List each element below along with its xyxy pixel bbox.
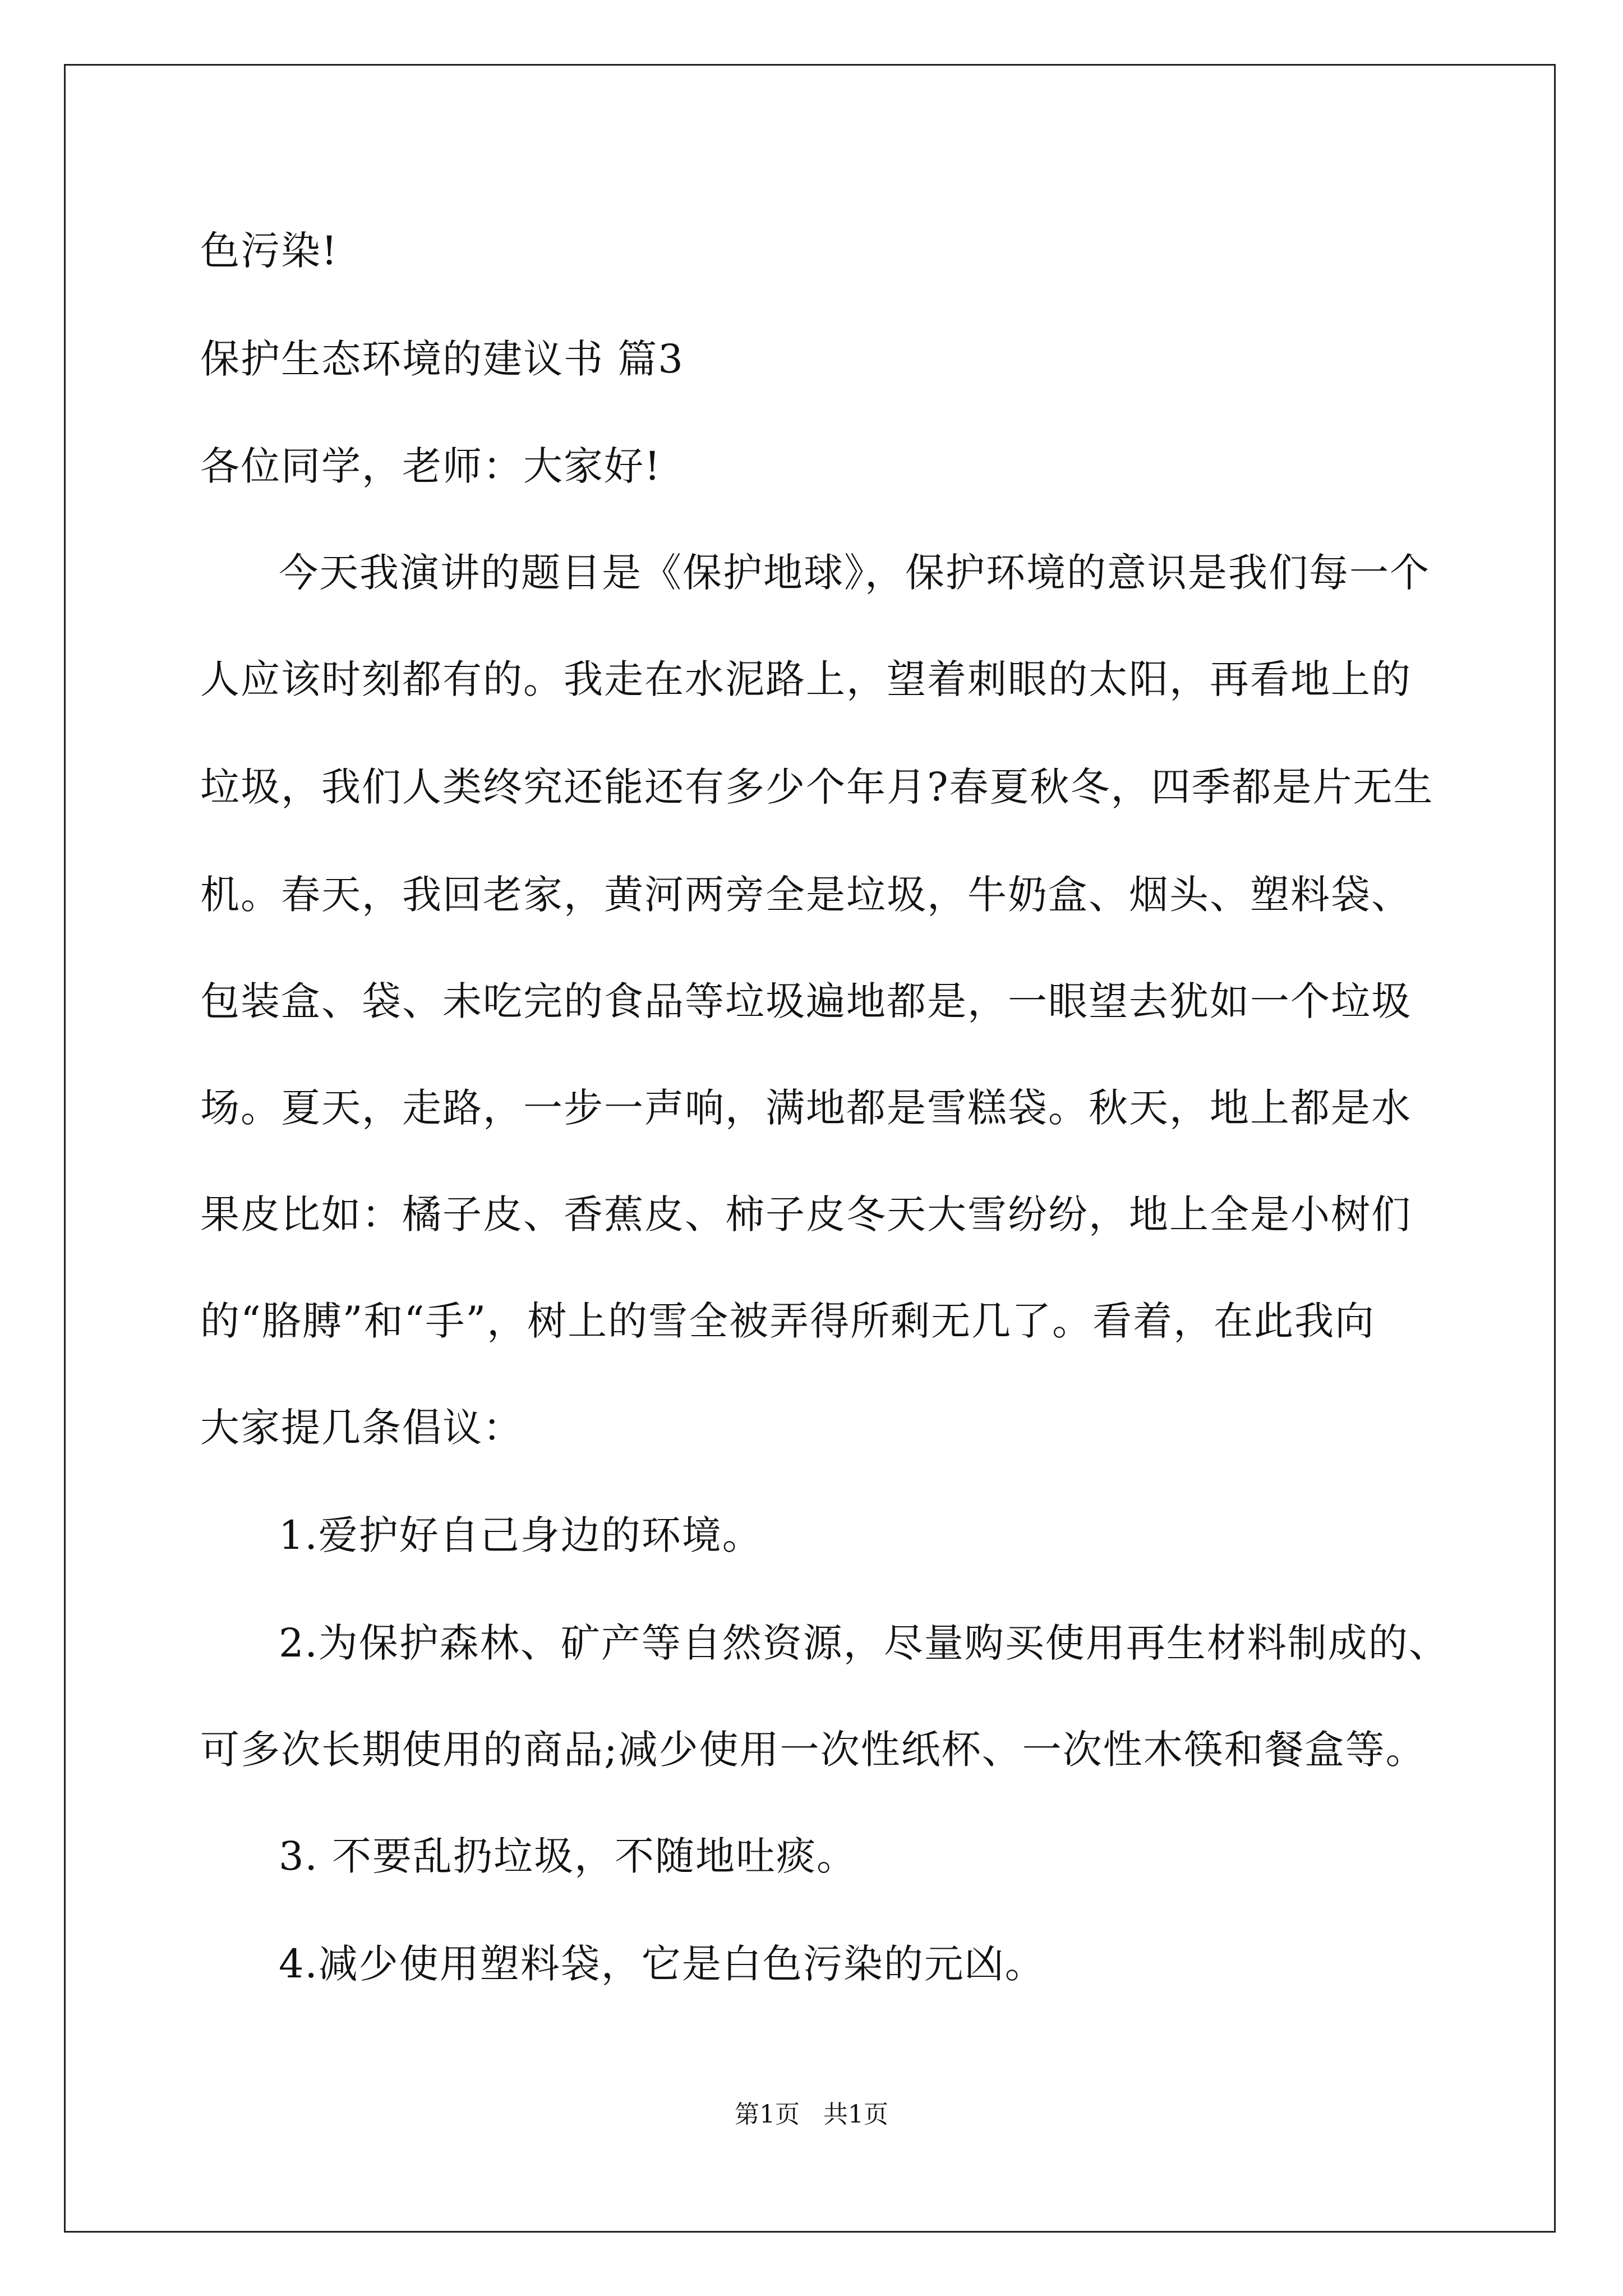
paragraph-line-1: 今天我演讲的题目是《保护地球》，保护环境的意识是我们每一个	[279, 550, 1430, 596]
page-footer: 第1页 共1页	[735, 2100, 888, 2129]
paragraph-line-2: 人应该时刻都有的。我走在水泥路上，望着刺眼的太阳，再看地上的	[200, 656, 1412, 702]
paragraph-line-4: 机。春天，我回老家，黄河两旁全是垃圾，牛奶盒、烟头、塑料袋、	[200, 872, 1412, 918]
proposal-1: 1.爱护好自己身边的环境。	[279, 1512, 763, 1558]
paragraph-line-6: 场。夏天，走路，一步一声响，满地都是雪糕袋。秋天，地上都是水	[200, 1085, 1412, 1131]
proposal-2-line-2: 可多次长期使用的商品;减少使用一次性纸杯、一次性木筷和餐盒等。	[200, 1727, 1426, 1773]
text-line-1: 色污染!	[200, 228, 339, 274]
salutation: 各位同学，老师：大家好!	[200, 443, 662, 489]
proposal-4: 4.减少使用塑料袋，它是白色污染的元凶。	[279, 1941, 1045, 1987]
paragraph-line-9: 大家提几条倡议：	[200, 1405, 523, 1451]
proposal-3: 3. 不要乱扔垃圾，不随地吐痰。	[279, 1833, 857, 1879]
page-border	[64, 64, 1556, 2233]
paragraph-line-5: 包装盒、袋、未吃完的食品等垃圾遍地都是，一眼望去犹如一个垃圾	[200, 978, 1412, 1024]
paragraph-line-3: 垃圾，我们人类终究还能还有多少个年月?春夏秋冬，四季都是片无生	[200, 764, 1434, 810]
proposal-2-line-1: 2.为保护森林、矿产等自然资源，尽量购买使用再生材料制成的、	[279, 1620, 1449, 1666]
paragraph-line-7: 果皮比如：橘子皮、香蕉皮、柿子皮冬天大雪纷纷，地上全是小树们	[200, 1191, 1412, 1237]
paragraph-line-8: 的“胳膊”和“手”，树上的雪全被弄得所剩无几了。看着，在此我向	[200, 1298, 1376, 1344]
section-heading: 保护生态环境的建议书 篇3	[200, 336, 684, 382]
